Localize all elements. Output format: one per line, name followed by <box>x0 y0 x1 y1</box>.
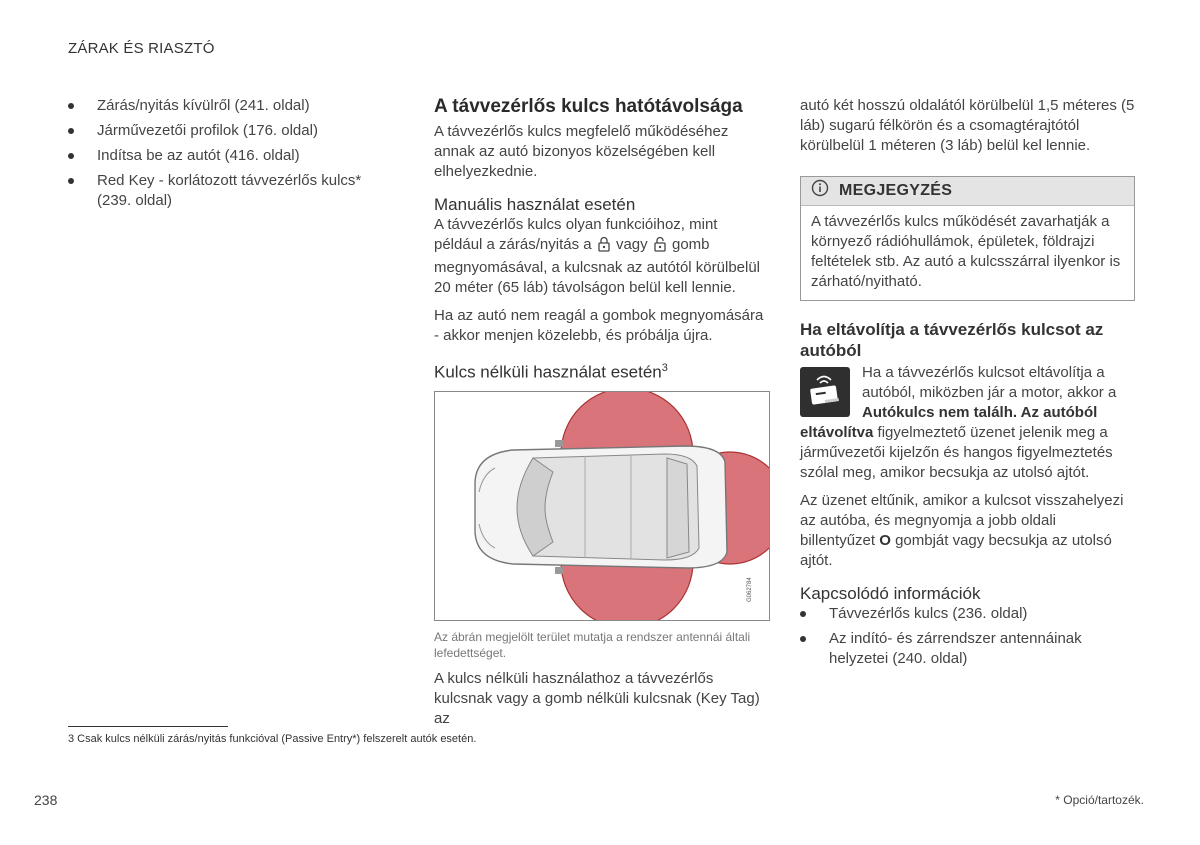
continued-text: autó két hosszú oldalától körülbelül 1,5 méteres (5 láb) sugarú félkörön és a csomagtérajtótól körülbelül 1 méteren (3 láb) belül kel lennie. <box>800 97 1135 154</box>
section-title: A távvezérlős kulcs hatótávolsága <box>434 96 743 117</box>
column-middle <box>434 96 769 729</box>
key-not-found-icon <box>800 367 850 417</box>
removed-key-heading: Ha eltávolítja a távvezérlős kulcsot az autóból <box>800 320 1104 360</box>
list-item[interactable]: Red Key - korlátozott távvezérlős kulcs* (239. oldal) <box>68 171 368 211</box>
note-text: A távvezérlős kulcs működését zavarhatják a környező rádióhullámok, épületek, földrajzi feltételek stb. Az autó a kulcsszárral ilyenkor is zárható/nyitható. <box>811 213 1121 290</box>
o-button-label: O <box>879 532 891 549</box>
figure-caption: Az ábrán megjelölt terület mutatja a rendszer antennái általi lefedettséget. <box>434 629 751 660</box>
car-coverage-illustration <box>435 392 769 620</box>
related-heading: Kapcsolódó információk <box>800 584 981 603</box>
page-header: ZÁRAK ÉS RIASZTÓ <box>68 40 215 57</box>
footnote-ref[interactable]: 3 <box>661 362 668 374</box>
related-info-list <box>800 604 1135 669</box>
unlock-icon <box>654 236 666 258</box>
manual-text-2: Ha az autó nem reagál a gombok megnyomására - akkor menjen közelebb, és próbálja újra. <box>434 307 764 344</box>
manual-heading: Manuális használat esetén <box>434 195 636 214</box>
car-top-view <box>475 440 727 574</box>
page-number: 238 <box>34 792 58 808</box>
note-box <box>800 176 1135 301</box>
option-note: * Opció/tartozék. <box>1055 793 1144 807</box>
list-item[interactable]: Az indító- és zárrendszer antennáinak helyzetei (240. oldal) <box>800 629 1135 669</box>
intro-text: A távvezérlős kulcs megfelelő működéséhez annak az autó bizonyos közelségében kell elhelyezkednie. <box>434 123 729 180</box>
note-header <box>801 177 1134 206</box>
column-left <box>68 96 368 216</box>
bullet-icon <box>68 153 74 159</box>
lock-icon <box>598 236 610 258</box>
message-clear-text: Az üzenet eltűnik, amikor a kulcsot visszahelyezi az autóba, és megnyomja a jobb oldali billentyűzet O gombját vagy becsukja az utolsó ajtót. <box>800 492 1124 569</box>
column-right <box>800 96 1135 674</box>
warning-message: Autókulcs nem találh. Az autóból eltávolítva <box>800 404 1098 441</box>
related-links-list <box>68 96 368 211</box>
list-item[interactable]: Zárás/nyitás kívülről (241. oldal) <box>68 96 368 116</box>
list-item[interactable]: Távvezérlős kulcs (236. oldal) <box>800 604 1135 624</box>
footnote: 3 Csak kulcs nélküli zárás/nyitás funkcióval (Passive Entry*) felszerelt autók esetén. <box>68 733 477 745</box>
list-item[interactable]: Indítsa be az autót (416. oldal) <box>68 146 368 166</box>
figure-code: G062784 <box>747 576 753 602</box>
bullet-icon <box>68 178 74 184</box>
bullet-icon <box>800 611 806 617</box>
footnote-divider <box>68 726 228 727</box>
removed-key-section <box>800 363 1135 483</box>
bullet-icon <box>800 636 806 642</box>
bullet-icon <box>68 103 74 109</box>
list-item[interactable]: Járművezetői profilok (176. oldal) <box>68 121 368 141</box>
removed-key-text: Ha a távvezérlős kulcsot eltávolítja a autóból, miközben jár a motor, akkor a Autókulcs nem találh. Az autóból eltávolítva figyelmeztető üzenet jelenik meg a járművezetői kijelzőn és hangos figyelmeztetés szólal meg, amikor becsukja az utolsó ajtót. <box>800 364 1117 481</box>
keyless-heading: Kulcs nélküli használat esetén$^3$ <box>434 362 668 382</box>
note-title: MEGJEGYZÉS <box>839 182 953 199</box>
keyless-text: A kulcs nélküli használathoz a távvezérlős kulcsnak vagy a gomb nélküli kulcsnak (Key Tag) az <box>434 669 760 727</box>
bullet-icon <box>68 128 74 134</box>
coverage-figure <box>434 391 770 621</box>
info-icon <box>811 179 829 203</box>
manual-text: A távvezérlős kulcs olyan funkcióihoz, mint például a zárás/nyitás a vagy gomb megnyomásával, a kulcsnak az autótól körülbelül 20 méter (65 láb) távolságon belül kell lennie. <box>434 216 761 296</box>
